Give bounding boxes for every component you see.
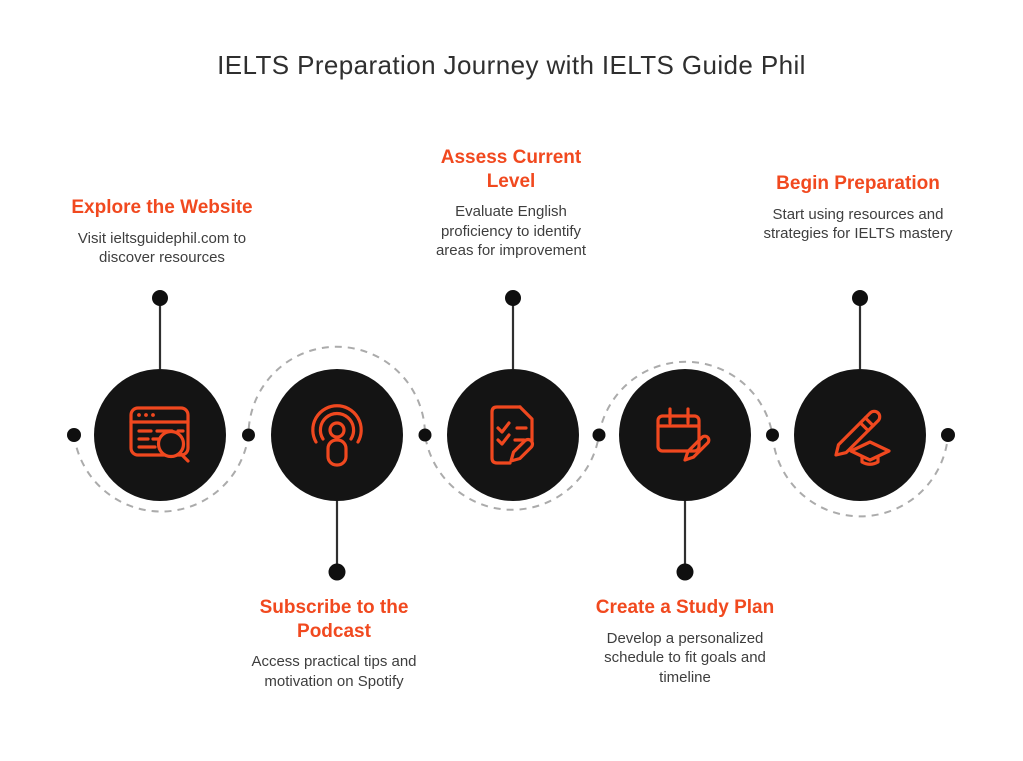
step-5-heading: Begin Preparation [776,173,940,194]
step-2-description: Access practical tips and motivation on Spotify [251,653,417,690]
step-3-text-block [391,146,631,261]
stem-dot [329,564,346,581]
page-title: IELTS Preparation Journey with IELTS Guide Phil [217,50,806,80]
step-4-text-block [555,596,815,687]
step-2-heading: Subscribe to the Podcast [259,597,409,642]
step-1-text-block [42,196,282,268]
step-circle-3 [447,369,579,501]
timeline-dot [593,429,606,442]
step-5-text-block [733,172,983,244]
step-3-description: Evaluate English proficiency to identify areas for improvement [435,203,587,260]
timeline-dot [766,429,779,442]
stem-dot [852,290,868,306]
stem-dot [505,290,521,306]
timeline-dot [419,429,432,442]
step-4-heading: Create a Study Plan [595,597,775,618]
step-4-description: Develop a personalized schedule to fit goals and timeline [604,629,766,686]
timeline-dot [67,428,81,442]
timeline-dot [941,428,955,442]
stem-dot [677,564,694,581]
step-circle-4 [619,369,751,501]
timeline-dot [242,429,255,442]
step-5-description: Start using resources and strategies for IELTS mastery [763,205,953,243]
stem-dot [152,290,168,306]
step-1-heading: Explore the Website [71,197,253,218]
step-2-text-block [209,596,459,691]
step-circle-2 [271,369,403,501]
step-1-description: Visit ieltsguidephil.com to discover resources [77,229,247,267]
step-circle-5 [794,369,926,501]
step-3-heading: Assess Current Level [440,147,582,192]
step-circle-1 [94,369,226,501]
